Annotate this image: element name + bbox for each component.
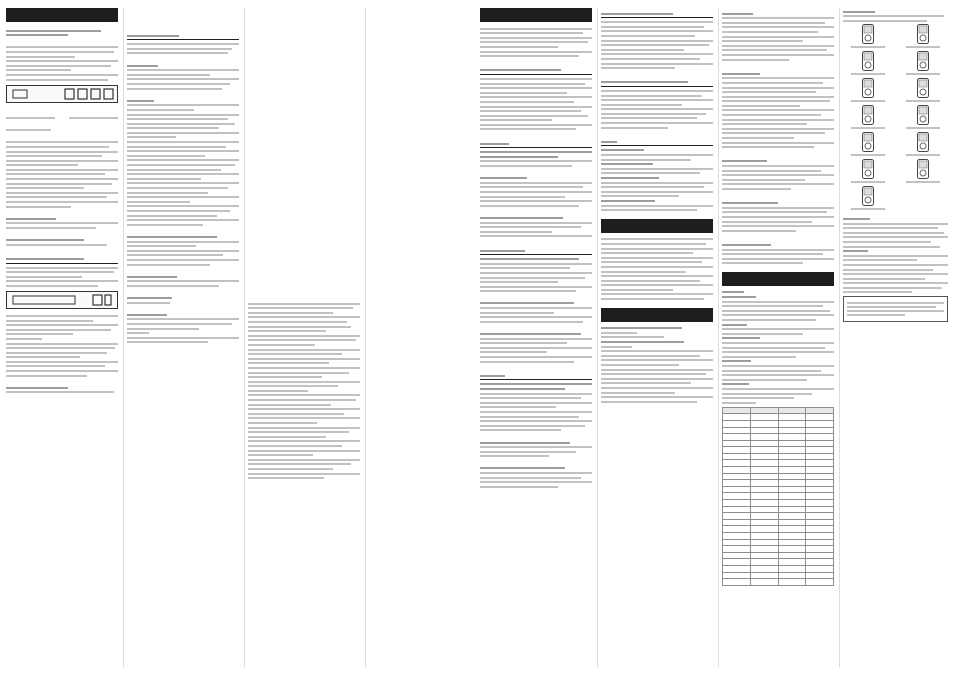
column-7	[843, 8, 948, 325]
heading-timers	[127, 30, 239, 32]
table-row	[723, 486, 834, 493]
table-row	[723, 539, 834, 546]
table-row	[723, 506, 834, 513]
ipod-device-icon	[862, 186, 874, 206]
table-row	[723, 414, 834, 421]
memory-display-figure	[6, 291, 118, 309]
table-row	[723, 513, 834, 520]
section-header-troubleshooting	[480, 8, 592, 22]
table-header-cell	[723, 407, 751, 414]
lcd-segment-icon	[7, 86, 117, 102]
table-row	[723, 493, 834, 500]
ipod-caption	[851, 127, 885, 129]
ipod-caption	[906, 73, 940, 75]
heading-cd-mp3-player	[480, 245, 592, 247]
ipod-model	[899, 78, 949, 102]
ipod-model	[843, 159, 893, 183]
ipod-device-icon	[862, 132, 874, 152]
section-header-specifications	[722, 272, 834, 286]
heading-general	[480, 138, 592, 140]
ipod-caption	[851, 73, 885, 75]
heading-ipod	[601, 136, 713, 138]
column-divider	[244, 8, 245, 667]
ipod-caption	[851, 46, 885, 48]
ipod-model	[843, 24, 893, 48]
ipod-model	[843, 186, 893, 210]
table-row	[723, 533, 834, 540]
heading-improve-reception	[601, 8, 713, 10]
ipod-caption	[906, 100, 940, 102]
ipod-caption	[851, 181, 885, 183]
table-row	[723, 552, 834, 559]
section-header-precautions	[601, 308, 713, 322]
table-row	[723, 519, 834, 526]
column-divider	[365, 8, 366, 667]
ipod-device-icon	[862, 24, 874, 44]
ipod-caption	[906, 46, 940, 48]
table-row	[723, 546, 834, 553]
column-divider	[718, 8, 719, 667]
table-row	[723, 559, 834, 566]
table-header-cell	[778, 407, 806, 414]
heading-on-safety	[722, 8, 834, 10]
heading-cleaning-cabinet	[722, 239, 834, 241]
ipod-model	[899, 24, 949, 48]
table-row	[723, 526, 834, 533]
heading-standby-flashes	[480, 65, 592, 67]
ipod-device-icon	[862, 159, 874, 179]
ipod-caption	[851, 100, 885, 102]
column-divider	[839, 8, 840, 667]
ipod-model	[899, 105, 949, 129]
table-row	[723, 467, 834, 474]
table-row	[723, 420, 834, 427]
column-4	[480, 8, 592, 490]
ipod-device-icon	[862, 78, 874, 98]
table-row	[723, 453, 834, 460]
note-box	[843, 296, 948, 322]
ipod-device-icon	[917, 51, 929, 71]
heading-on-heat-buildup	[722, 156, 834, 158]
ipod-device-icon	[862, 105, 874, 125]
column-5	[601, 8, 713, 405]
ipod-device-icon	[917, 78, 929, 98]
ipod-caption	[851, 154, 885, 156]
table-row	[723, 460, 834, 467]
heading-program-play	[6, 25, 118, 27]
ipod-model	[899, 132, 949, 156]
section-header-other-operations	[6, 8, 118, 22]
table-header-cell	[806, 407, 834, 414]
column-divider	[123, 8, 124, 667]
ipod-model	[843, 78, 893, 102]
heading-on-speaker-system	[722, 198, 834, 200]
ipod-caption	[851, 208, 885, 210]
table-header-row	[723, 407, 834, 414]
column-2	[127, 8, 239, 346]
program-display-figure	[6, 85, 118, 103]
frequency-table	[722, 407, 834, 586]
heading-tuner	[480, 370, 592, 372]
ipod-caption	[906, 154, 940, 156]
ipod-device-icon	[862, 51, 874, 71]
ipod-model	[899, 159, 949, 183]
table-row	[723, 473, 834, 480]
heading-on-placement	[722, 68, 834, 70]
column-3	[248, 8, 360, 482]
table-header-cell	[750, 407, 778, 414]
ipod-device-icon	[917, 132, 929, 152]
heading-presetting-radio	[6, 253, 118, 255]
ipod-model	[843, 132, 893, 156]
column-divider	[597, 8, 598, 667]
table-row	[723, 579, 834, 586]
table-row	[723, 434, 834, 441]
ipod-device-icon	[917, 105, 929, 125]
ipod-models-grid	[843, 24, 948, 210]
table-row	[723, 572, 834, 579]
table-row	[723, 500, 834, 507]
table-row	[723, 565, 834, 572]
ipod-model	[899, 51, 949, 75]
ipod-model	[843, 51, 893, 75]
lcd-memory-icon	[7, 292, 117, 308]
heading-reset-factory	[601, 77, 713, 79]
ipod-device-icon	[917, 24, 929, 44]
ipod-caption	[906, 127, 940, 129]
ipod-model	[843, 105, 893, 129]
table-row	[723, 480, 834, 487]
column-6	[722, 8, 834, 586]
table-row	[723, 427, 834, 434]
ipod-caption	[906, 181, 940, 183]
section-header-messages	[601, 219, 713, 233]
column-1	[6, 8, 118, 396]
table-row	[723, 440, 834, 447]
ipod-device-icon	[917, 159, 929, 179]
table-row	[723, 447, 834, 454]
